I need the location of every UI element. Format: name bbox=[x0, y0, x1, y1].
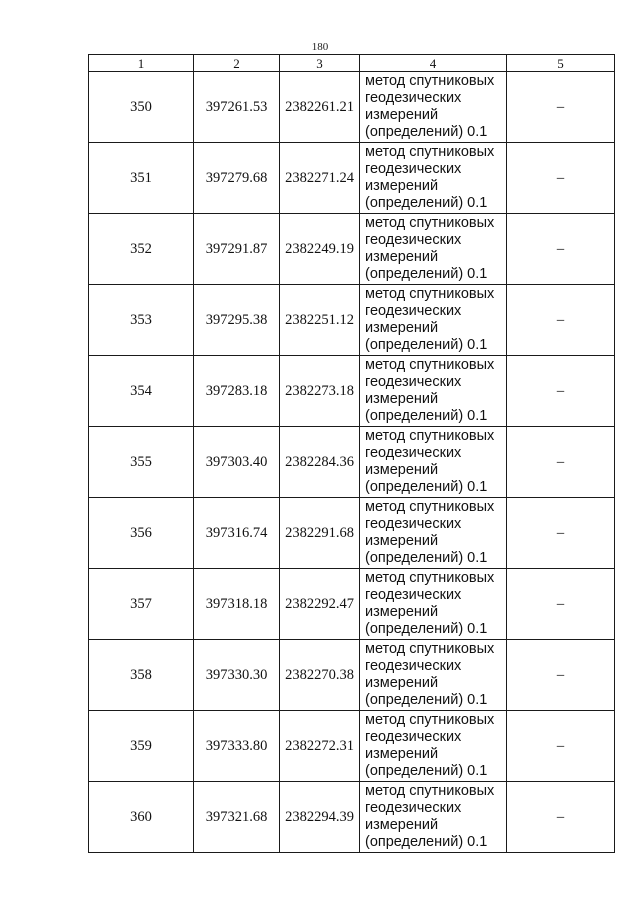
table-row bbox=[89, 711, 615, 782]
method-cell bbox=[360, 782, 507, 853]
note-cell: – bbox=[507, 72, 615, 143]
y-coordinate-cell: 2382272.31 bbox=[280, 711, 360, 782]
method-text-line: метод спутниковых bbox=[365, 499, 495, 515]
method-cell bbox=[360, 498, 507, 569]
method-text-line: метод спутниковых bbox=[365, 357, 495, 373]
method-text-line: (определений) 0.1 bbox=[365, 550, 488, 566]
point-number-cell: 355 bbox=[89, 427, 194, 498]
method-cell bbox=[360, 214, 507, 285]
method-text-line: (определений) 0.1 bbox=[365, 337, 488, 353]
note-cell: – bbox=[507, 356, 615, 427]
column-header: 2 bbox=[194, 55, 280, 72]
point-number-cell: 356 bbox=[89, 498, 194, 569]
note-cell: – bbox=[507, 498, 615, 569]
note-cell: – bbox=[507, 569, 615, 640]
method-text-line: измерений bbox=[365, 817, 439, 833]
point-number-cell: 359 bbox=[89, 711, 194, 782]
y-coordinate-cell: 2382271.24 bbox=[280, 143, 360, 214]
method-text-line: (определений) 0.1 bbox=[365, 692, 488, 708]
coordinates-table bbox=[88, 54, 615, 853]
method-text-line: метод спутниковых bbox=[365, 73, 495, 89]
method-text-line: метод спутниковых bbox=[365, 428, 495, 444]
x-coordinate-cell: 397316.74 bbox=[194, 498, 280, 569]
x-coordinate-cell: 397318.18 bbox=[194, 569, 280, 640]
method-cell bbox=[360, 143, 507, 214]
method-text-line: геодезических bbox=[365, 90, 462, 106]
method-cell bbox=[360, 569, 507, 640]
method-text-line: метод спутниковых bbox=[365, 144, 495, 160]
method-text-line: геодезических bbox=[365, 729, 462, 745]
method-text-line: геодезических bbox=[365, 800, 462, 816]
method-text-line: измерений bbox=[365, 533, 439, 549]
note-cell: – bbox=[507, 143, 615, 214]
method-text-line: измерений bbox=[365, 746, 439, 762]
method-text-line: геодезических bbox=[365, 587, 462, 603]
method-text-line: измерений bbox=[365, 675, 439, 691]
note-cell: – bbox=[507, 214, 615, 285]
table-row bbox=[89, 285, 615, 356]
point-number-cell: 351 bbox=[89, 143, 194, 214]
method-text-line: метод спутниковых bbox=[365, 712, 495, 728]
method-text-line: геодезических bbox=[365, 658, 462, 674]
method-text-line: измерений bbox=[365, 604, 439, 620]
point-number-cell: 350 bbox=[89, 72, 194, 143]
table-row bbox=[89, 356, 615, 427]
y-coordinate-cell: 2382273.18 bbox=[280, 356, 360, 427]
method-cell bbox=[360, 72, 507, 143]
method-text-line: (определений) 0.1 bbox=[365, 621, 488, 637]
table-row bbox=[89, 427, 615, 498]
y-coordinate-cell: 2382291.68 bbox=[280, 498, 360, 569]
x-coordinate-cell: 397321.68 bbox=[194, 782, 280, 853]
method-text-line: метод спутниковых bbox=[365, 783, 495, 799]
page-number: 180 bbox=[311, 41, 329, 53]
table-row bbox=[89, 498, 615, 569]
point-number-cell: 358 bbox=[89, 640, 194, 711]
note-cell: – bbox=[507, 711, 615, 782]
method-text-line: измерений bbox=[365, 107, 439, 123]
x-coordinate-cell: 397261.53 bbox=[194, 72, 280, 143]
method-text-line: измерений bbox=[365, 320, 439, 336]
x-coordinate-cell: 397291.87 bbox=[194, 214, 280, 285]
note-cell: – bbox=[507, 427, 615, 498]
x-coordinate-cell: 397279.68 bbox=[194, 143, 280, 214]
table-row bbox=[89, 143, 615, 214]
method-text-line: (определений) 0.1 bbox=[365, 124, 488, 140]
method-text-line: геодезических bbox=[365, 232, 462, 248]
method-text-line: геодезических bbox=[365, 516, 462, 532]
note-cell: – bbox=[507, 285, 615, 356]
point-number-cell: 353 bbox=[89, 285, 194, 356]
y-coordinate-cell: 2382292.47 bbox=[280, 569, 360, 640]
method-cell bbox=[360, 711, 507, 782]
column-header: 5 bbox=[507, 55, 615, 72]
table-header-row bbox=[89, 55, 615, 72]
method-text-line: (определений) 0.1 bbox=[365, 408, 488, 424]
table-row bbox=[89, 782, 615, 853]
method-text-line: (определений) 0.1 bbox=[365, 763, 488, 779]
method-cell bbox=[360, 356, 507, 427]
method-text-line: (определений) 0.1 bbox=[365, 834, 488, 850]
point-number-cell: 357 bbox=[89, 569, 194, 640]
method-text-line: измерений bbox=[365, 178, 439, 194]
table-row bbox=[89, 214, 615, 285]
table-row bbox=[89, 640, 615, 711]
method-text-line: измерений bbox=[365, 462, 439, 478]
column-header: 3 bbox=[280, 55, 360, 72]
column-header: 4 bbox=[360, 55, 507, 72]
note-cell: – bbox=[507, 640, 615, 711]
method-text-line: метод спутниковых bbox=[365, 286, 495, 302]
x-coordinate-cell: 397303.40 bbox=[194, 427, 280, 498]
method-text-line: (определений) 0.1 bbox=[365, 195, 488, 211]
y-coordinate-cell: 2382251.12 bbox=[280, 285, 360, 356]
y-coordinate-cell: 2382284.36 bbox=[280, 427, 360, 498]
column-header: 1 bbox=[89, 55, 194, 72]
x-coordinate-cell: 397283.18 bbox=[194, 356, 280, 427]
y-coordinate-cell: 2382270.38 bbox=[280, 640, 360, 711]
method-text-line: (определений) 0.1 bbox=[365, 266, 488, 282]
y-coordinate-cell: 2382294.39 bbox=[280, 782, 360, 853]
point-number-cell: 354 bbox=[89, 356, 194, 427]
method-text-line: геодезических bbox=[365, 445, 462, 461]
y-coordinate-cell: 2382249.19 bbox=[280, 214, 360, 285]
table-row bbox=[89, 72, 615, 143]
method-text-line: измерений bbox=[365, 391, 439, 407]
x-coordinate-cell: 397330.30 bbox=[194, 640, 280, 711]
method-text-line: геодезических bbox=[365, 161, 462, 177]
method-text-line: метод спутниковых bbox=[365, 641, 495, 657]
table-row bbox=[89, 569, 615, 640]
method-text-line: геодезических bbox=[365, 374, 462, 390]
point-number-cell: 352 bbox=[89, 214, 194, 285]
method-text-line: метод спутниковых bbox=[365, 570, 495, 586]
y-coordinate-cell: 2382261.21 bbox=[280, 72, 360, 143]
method-text-line: (определений) 0.1 bbox=[365, 479, 488, 495]
method-text-line: измерений bbox=[365, 249, 439, 265]
method-cell bbox=[360, 285, 507, 356]
point-number-cell: 360 bbox=[89, 782, 194, 853]
method-text-line: метод спутниковых bbox=[365, 215, 495, 231]
x-coordinate-cell: 397333.80 bbox=[194, 711, 280, 782]
note-cell: – bbox=[507, 782, 615, 853]
method-text-line: геодезических bbox=[365, 303, 462, 319]
x-coordinate-cell: 397295.38 bbox=[194, 285, 280, 356]
method-cell bbox=[360, 427, 507, 498]
method-cell bbox=[360, 640, 507, 711]
